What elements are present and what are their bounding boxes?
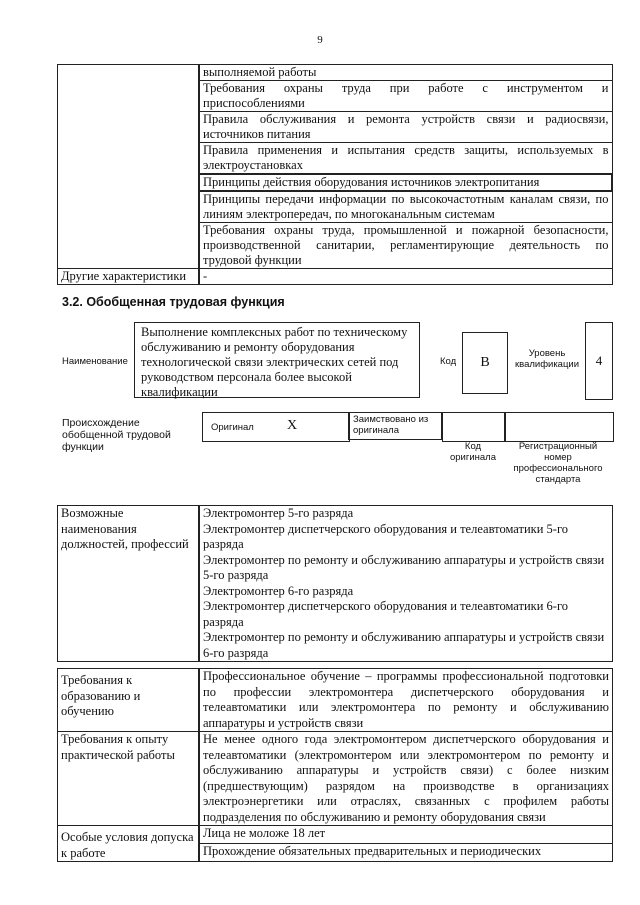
list-item: Электромонтер по ремонту и обслуживанию аппаратуры и устройств связи 6-го разряда [203,630,605,660]
experience-value: Не менее одного года электромонтером диспетчерского оборудования и телеавтоматики (электромонтером или электромонтером по ремонту и обслуживанию аппаратуры и устройств связи) с более низким (предшествующим) разрядом на производстве в организациях электроэнергетики или отраслях, связанных с профилем работы подразделения по обслуживанию и ремонту оборудования связи [199,732,613,826]
table-row: Принципы действия оборудования источников электропитания [199,174,612,191]
name-label: Наименование [62,356,128,367]
original-mark: X [287,418,298,433]
table-row: выполняемой работы [199,65,612,81]
table-row: Требования охраны труда, промышленной и пожарной безопасности, производственной санитарии, регламентирующие деятельность по трудовой функции [199,223,612,269]
registration-caption: Регистрационный номер профессионального стандарта [513,441,603,485]
experience-label: Требования к опыту практической работы [58,732,200,826]
list-item: Электромонтер 5-го разряда [203,506,354,520]
list-item: Электромонтер диспетчерского оборудования и телеавтоматики 6-го разряда [203,599,569,629]
code-label: Код [440,356,457,367]
original-label: Оригинал [211,422,254,433]
list-item: Электромонтер 6-го разряда [203,583,354,598]
positions-label: Возможные наименования должностей, профессий [58,506,200,662]
function-name-box: Выполнение комплексных работ по техническому обслуживанию и ремонту оборудования технологической связи электрических сетей под руководством персонала более высокой квалификации [134,322,420,398]
education-value: Профессиональное обучение – программы профессиональной подготовки по профессии электромонтера диспетчерского оборудования и телеавтоматики или электромонтера по ремонту и обслуживанию аппаратуры и устройств связи [199,669,613,732]
table-row: Принципы передачи информации по высокочастотным каналам связи, по линиям электропередач, по многоканальным системам [199,191,612,223]
original-box [202,412,350,442]
section-title: 3.2. Обобщенная трудовая функция [62,295,285,309]
code-original-box [442,412,506,442]
code-original-caption: Код оригинала [449,441,496,463]
table-row: Правила применения и испытания средств защиты, используемых в электроустановках [199,143,612,175]
code-value: B [462,332,508,394]
requirements-table [57,668,613,862]
other-characteristics-value: - [199,269,612,285]
registration-box [504,412,614,442]
knowledge-table [57,64,613,285]
positions-table [57,505,613,662]
admission-value-2: Прохождение обязательных предварительных и периодических [199,844,613,862]
education-label: Требования к образованию и обучению [58,669,200,732]
other-characteristics-label: Другие характеристики [58,269,200,285]
page-number: 9 [317,34,323,46]
admission-value-1: Лица не моложе 18 лет [199,826,613,844]
borrowed-box: Заимствовано из оригинала [348,412,442,440]
list-item: Электромонтер по ремонту и обслуживанию аппаратуры и устройств связи 5-го разряда [203,552,605,582]
table-left-cell [58,65,200,269]
list-item: Электромонтер диспетчерского оборудования и телеавтоматики 5-го разряда [203,521,569,551]
admission-label: Особые условия допуска к работе [58,826,200,862]
level-value: 4 [585,322,613,400]
table-row: Правила обслуживания и ремонта устройств связи и радиосвязи, источников питания [199,112,612,143]
table-row: Требования охраны труда при работе с инструментом и приспособлениями [199,81,612,112]
origin-label: Происхождение обобщенной трудовой функции [62,417,171,453]
positions-list [199,506,613,662]
level-label: Уровень квалификации [514,348,580,370]
